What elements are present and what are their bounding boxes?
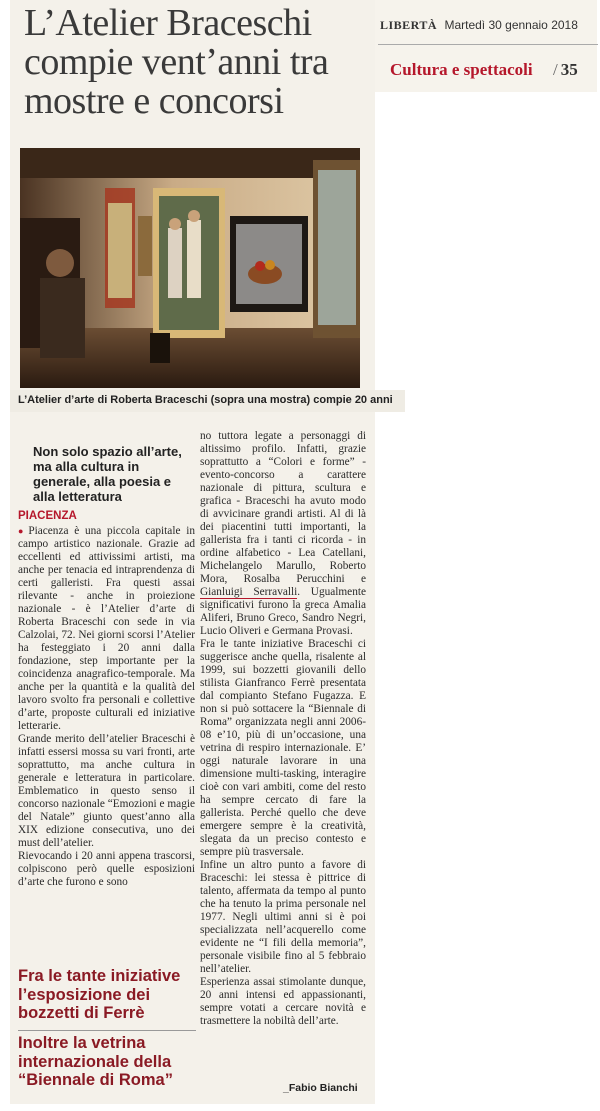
paragraph: Fra le tante iniziative Braceschi ci suggerisce anche quella, risalente al 1999, sui bozzetti giovanili dello stilista Gianfranco Ferrè presentata dal compianto Stefano Fugazza. E non si può sottacere la “Biennale di Roma” organizzata negli anni 2006-08 e’10, più di un’occasione, una vetrina di respiro internazionale. E’ oggi naturale lavorare in una dimensione multi-tasking, interagire cioè con vari ambiti, come del resto ha sempre cercato di fare la gallerista. Perché quello che deve emergere sempre è la creatività, slegata da un preciso contesto e sempre più trasversale.	[200, 638, 366, 858]
article-column-2	[200, 430, 366, 1028]
paragraph	[18, 525, 195, 733]
masthead	[380, 18, 578, 33]
paragraph-text: no tuttora legate a personaggi di altissimo profilo. Infatti, grazie soprattutto a “Colori e forme” - evento-concorso a carattere nazionale di pittura, scultura e grafica - Braceschi ha avuto modo di avvicinare grandi artisti. Al di là dei piacentini tutti importanti, la gallerista fra i tanti ci ricorda - in ordine alfabetico - Lea Catellani, Michelangelo Marullo, Roberto Mora, Rosalba Perucchini e	[200, 430, 366, 585]
gallery-photo	[20, 148, 360, 388]
paragraph-text: Piacenza è una piccola capitale in campo artistico nazionale. Grazie ad eccellenti ed attivissimi artisti, ma anche per tenacia ed intraprendenza di certi galleristi. Fra questi assai rilevante - anche in proiezione nazionale - è l’Atelier d’arte di Roberta Braceschi con sede in via Calzolai, 72. Nei giorni scorsi l’Atelier ha festeggiato i 20 anni dalla fondazione, step importante per la coincidenza anagrafico-temporale. Ma anche per la quantità e la qualità del lavoro svolto fra personali e collettive d’arte, proposte culturali ed iniziative letterarie.	[18, 525, 195, 732]
paragraph-text: . Ugualmente significativi furono la greca Amalia Aliferi, Bruno Greco, Sandro Negri, Lucio Oliveri e Germana Provasi.	[200, 586, 366, 637]
highlighted-name: Gianluigi Serravalli	[200, 586, 298, 598]
paragraph	[200, 430, 366, 638]
paragraph: Esperienza assai stimolante dunque, 20 anni intensi ed appassionanti, sempre votati a cercare novità e trasmettere la nobiltà dell’arte.	[200, 976, 366, 1027]
paragraph: Rievocando i 20 anni appena trascorsi, colpiscono però quelle esposizioni d’arte che furono e sono	[18, 850, 195, 888]
page-number: / 35	[553, 60, 578, 79]
byline: _Fabio Bianchi	[283, 1082, 358, 1094]
page-number-value: 35	[560, 60, 578, 79]
gallery-photo-illustration	[20, 148, 360, 388]
paragraph: Infine un altro punto a favore di Braceschi: lei stessa è pittrice di talento, affermata da tempo al punto che ha tenuto la prima personale nel 1977. Negli ultimi anni si è poi specializzata nell’acquerello come evidente ne “I fili della memoria”, personale visibile fino al 5 febbraio nell’atelier.	[200, 859, 366, 975]
article-deck: Non solo spazio all’arte, ma alla cultura in generale, alla poesia e alla letteratura	[33, 444, 182, 504]
bullet-icon: ●	[18, 526, 27, 536]
article-column-1	[18, 525, 195, 889]
masthead-rule	[378, 44, 598, 45]
pull-quote: Inoltre la vetrina internazionale della “Biennale di Roma”	[18, 1034, 173, 1089]
issue-date: Martedì 30 gennaio 2018	[444, 18, 578, 32]
pull-quote-divider	[18, 1030, 196, 1031]
paragraph: Grande merito dell’atelier Braceschi è infatti essersi mossa su vari fronti, arte soprattutto, ma anche cultura in generale e letteratura in particolare. Emblematico in questo senso il concorso nazionale “Emozioni e magie del Natale” giunto quest’anno alla XIX edizione consecutiva, uno dei must dell’atelier.	[18, 733, 195, 849]
dateline-kicker: PIACENZA	[18, 510, 77, 522]
section-name: Cultura e spettacoli	[390, 60, 533, 79]
newspaper-name: LIBERTÀ	[380, 18, 438, 32]
headline: L’Atelier Braceschi compie vent’anni tra mostre e concorsi	[24, 2, 329, 122]
pull-quote: Fra le tante iniziative l’esposizione dei bozzetti di Ferrè	[18, 967, 181, 1022]
photo-caption: L’Atelier d’arte di Roberta Braceschi (sopra una mostra) compie 20 anni	[18, 394, 393, 406]
